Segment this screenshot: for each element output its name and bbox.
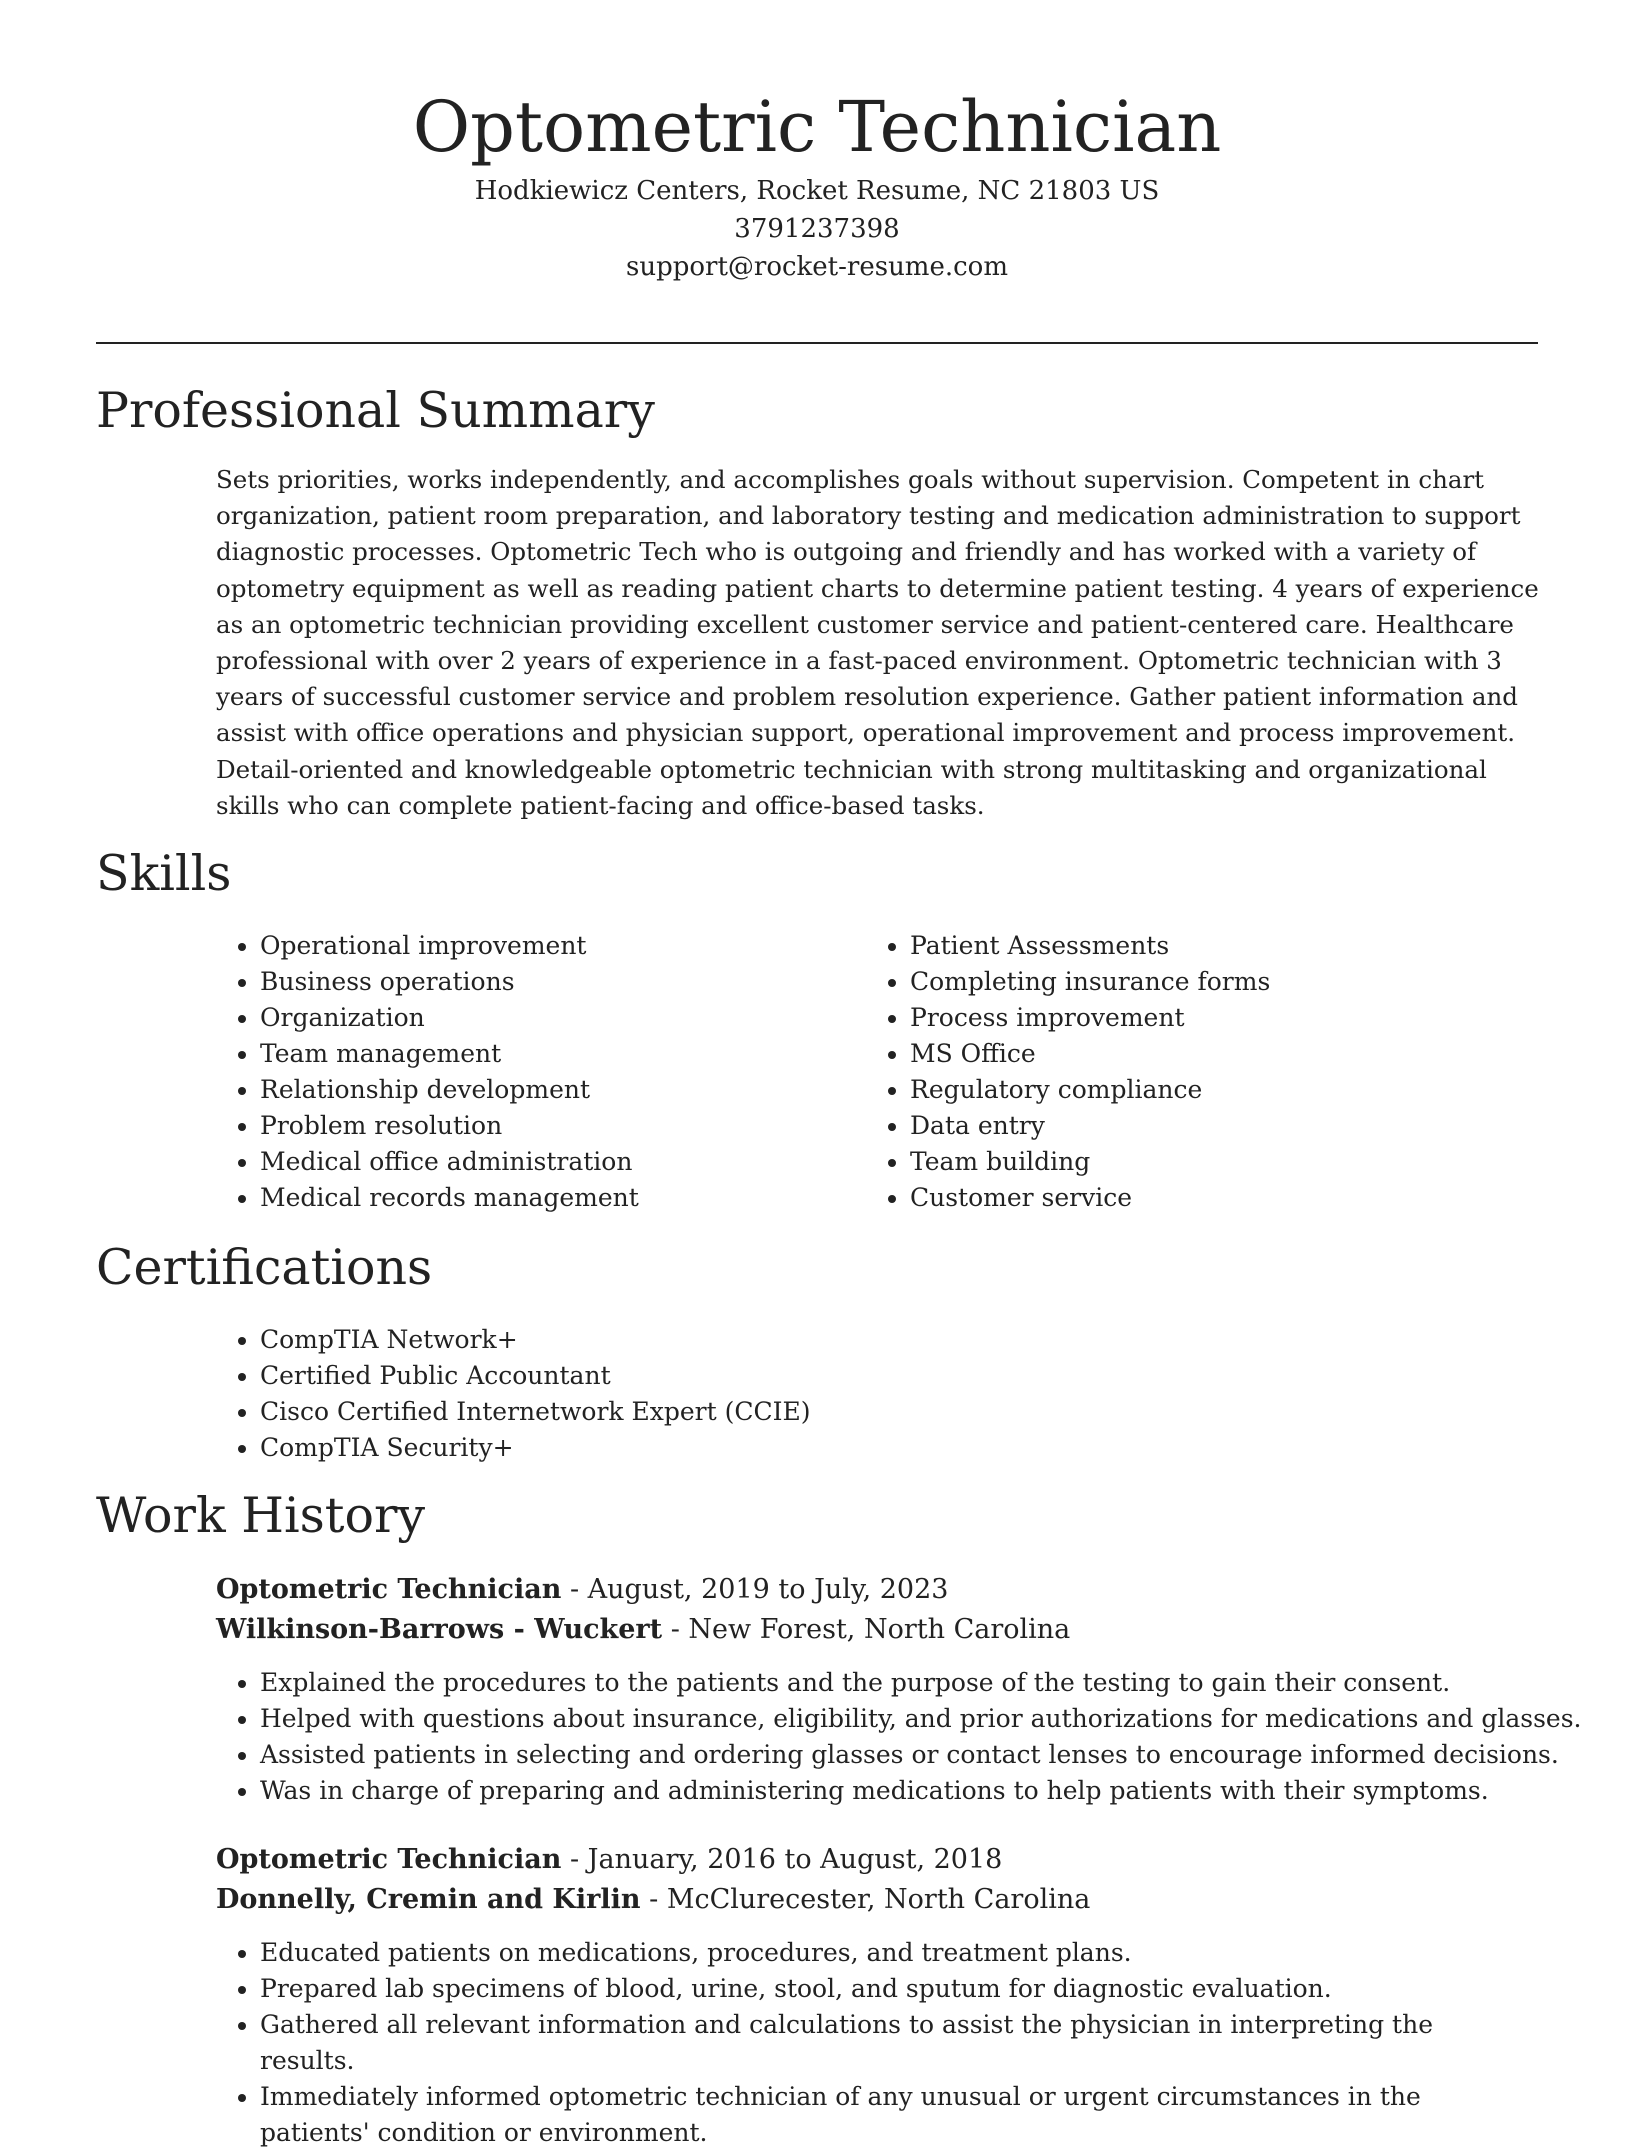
job-dates: - January, 2016 to August, 2018 [561, 1844, 1003, 1875]
skill-item: • Organization [260, 1000, 820, 1036]
job-duty-item: • Gathered all relevant information and calculations to assist the physician in interpreting the results. [260, 2007, 1520, 2079]
skill-item: • Team management [260, 1036, 820, 1072]
job-location: - McClurecester, North Carolina [640, 1884, 1091, 1915]
skill-item: • Customer service [910, 1180, 1510, 1216]
job-dates: - August, 2019 to July, 2023 [561, 1574, 949, 1605]
section-title-certifications: Certifications [96, 1239, 433, 1296]
job-duty-item: • Immediately informed optometric technician of any unusual or urgent circumstances in the patients' condition or environment. [260, 2079, 1520, 2151]
job-location: - New Forest, North Carolina [662, 1614, 1071, 1645]
certification-item: • Cisco Certified Internetwork Expert (CCIE) [260, 1394, 1460, 1430]
job-title-line [216, 1570, 948, 1610]
section-title-skills: Skills [96, 845, 232, 902]
header-divider [96, 342, 1538, 344]
job-duty-item: • Educated patients on medications, procedures, and treatment plans. [260, 1935, 1520, 1971]
candidate-name: Optometric Technician [412, 86, 1222, 168]
job-duties-list [216, 1665, 1590, 1809]
certification-item: • Certified Public Accountant [260, 1358, 1460, 1394]
skills-list-right [866, 928, 1510, 1216]
skill-item: • Operational improvement [260, 928, 820, 964]
section-title-summary: Professional Summary [96, 382, 655, 439]
job-duty-item: • Helped with questions about insurance, eligibility, and prior authorizations for medications and glasses. [260, 1701, 1590, 1737]
job-employer-line [216, 1610, 1070, 1650]
job-duty-item: • Assisted patients in selecting and ordering glasses or contact lenses to encourage informed decisions. [260, 1737, 1590, 1773]
skill-item: • MS Office [910, 1036, 1510, 1072]
resume-header [96, 82, 1538, 286]
skill-item: • Business operations [260, 964, 820, 1000]
address: Hodkiewicz Centers, Rocket Resume, NC 21803 US [474, 176, 1160, 206]
professional-summary-text: Sets priorities, works independently, and accomplishes goals without supervision. Competent in chart organization, patient room preparation, and laboratory testing and medication administration to support diagnostic processes. Optometric Tech who is outgoing and friendly and has worked with a variety of optometry equipment as well as reading patient charts to determine patient testing. 4 years of experience as an optometric technician providing excellent customer service and patient-centered care. Healthcare professional with over 2 years of experience in a fast-paced environment. Optometric technician with 3 years of successful customer service and problem resolution experience. Gather patient information and assist with office operations and physician support, operational improvement and process improvement. Detail-oriented and knowledgeable optometric technician with strong multitasking and organizational skills who can complete patient-facing and office-based tasks. [216, 465, 1539, 820]
skill-item: • Regulatory compliance [910, 1072, 1510, 1108]
job-duty-item: • Explained the procedures to the patients and the purpose of the testing to gain their consent. [260, 1665, 1590, 1701]
section-title-work-history: Work History [96, 1487, 426, 1544]
skill-item: • Team building [910, 1144, 1510, 1180]
skill-item: • Problem resolution [260, 1108, 820, 1144]
skills-list-left [216, 928, 820, 1216]
skill-item: • Medical records management [260, 1180, 820, 1216]
skill-item: • Patient Assessments [910, 928, 1510, 964]
job-duty-item: • Was in charge of preparing and administering medications to help patients with their symptoms. [260, 1773, 1590, 1809]
skill-item: • Relationship development [260, 1072, 820, 1108]
job-duties-list [216, 1935, 1520, 2151]
certification-item: • CompTIA Network+ [260, 1322, 1460, 1358]
phone-number: 3791237398 [734, 214, 900, 244]
skill-item: • Medical office administration [260, 1144, 820, 1180]
skill-item: • Data entry [910, 1108, 1510, 1144]
email-address: support@rocket-resume.com [625, 252, 1008, 282]
job-title: Optometric Technician [216, 1844, 562, 1875]
skill-item: • Process improvement [910, 1000, 1510, 1036]
certifications-list [216, 1322, 1460, 1466]
skill-item: • Completing insurance forms [910, 964, 1510, 1000]
certification-item: • CompTIA Security+ [260, 1430, 1460, 1466]
job-employer-line [216, 1880, 1090, 1920]
job-title: Optometric Technician [216, 1574, 562, 1605]
job-company: Donnelly, Cremin and Kirlin [216, 1884, 641, 1915]
job-duty-item: • Prepared lab specimens of blood, urine, stool, and sputum for diagnostic evaluation. [260, 1971, 1520, 2007]
job-title-line [216, 1840, 1002, 1880]
job-company: Wilkinson-Barrows - Wuckert [216, 1614, 663, 1645]
